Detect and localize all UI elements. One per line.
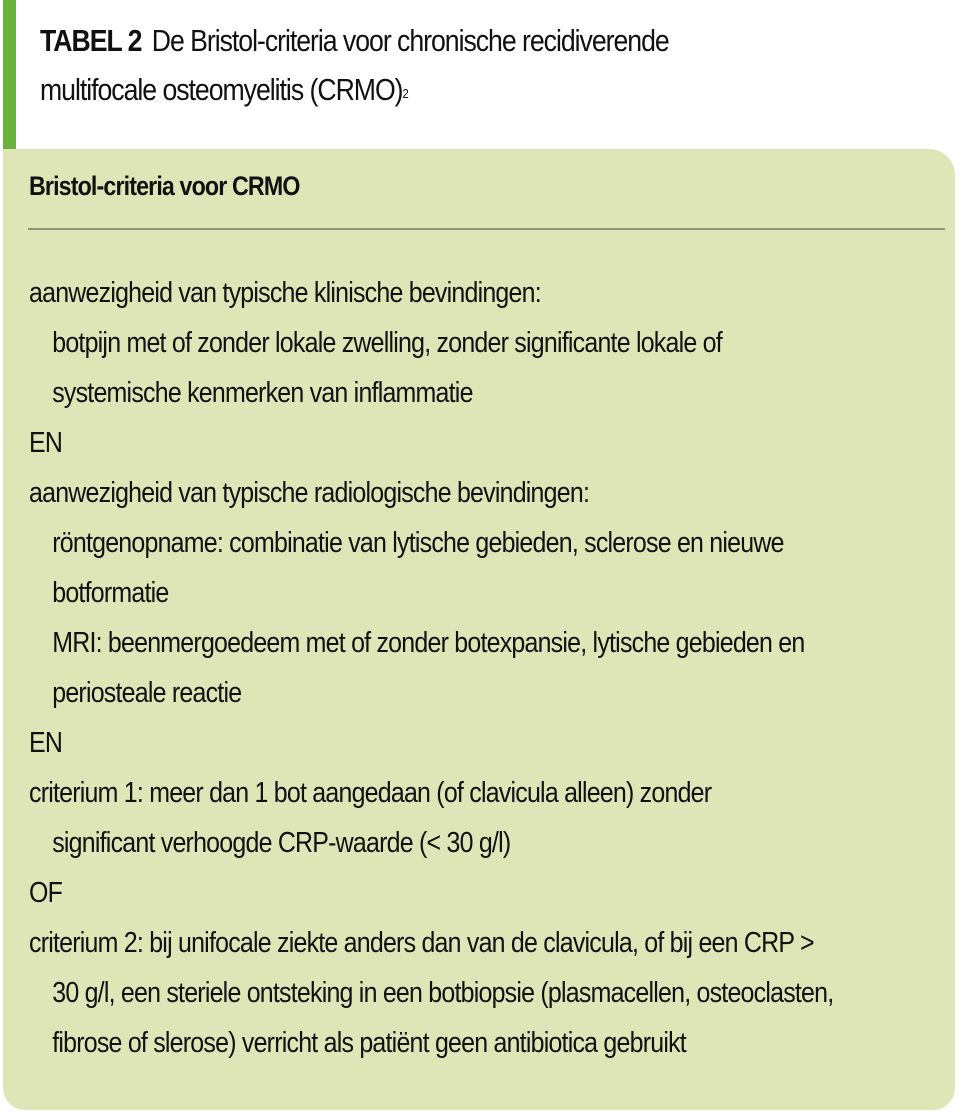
table-caption [40, 16, 917, 114]
reference-number: 2 [402, 86, 408, 101]
criteria-line: aanwezigheid van typische radiologische bevindingen: [29, 477, 590, 509]
criteria-subline: systemische kenmerken van inflammatie [52, 377, 473, 409]
criteria-subline: röntgenopname: combinatie van lytische gebieden, sclerose en nieuwe [52, 527, 784, 559]
criteria-subline: fibrose of slerose) verricht als patiënt geen antibiotica gebruikt [52, 1027, 686, 1059]
criteria-line: criterium 2: bij unifocale ziekte anders dan van de clavicula, of bij een CRP > [29, 927, 814, 959]
caption-line-2 [40, 65, 917, 114]
criteria-subline: periosteale reactie [52, 677, 242, 709]
heading-divider [28, 228, 945, 230]
criteria-subline: botpijn met of zonder lokale zwelling, zonder significante lokale of [52, 327, 722, 359]
panel-heading: Bristol-criteria voor CRMO [29, 171, 300, 201]
criteria-subline: 30 g/l, een steriele ontsteking in een botbiopsie (plasmacellen, osteoclasten, [52, 977, 834, 1009]
accent-bar [3, 0, 16, 149]
criteria-line: aanwezigheid van typische klinische bevindingen: [29, 277, 541, 309]
caption-title-line-1: De Bristol-criteria voor chronische recidiverende [151, 23, 669, 58]
criteria-panel [3, 149, 955, 1110]
criteria-line: EN [29, 727, 63, 759]
criteria-subline: botformatie [52, 577, 169, 609]
caption-title-line-2: multifocale osteomyelitis (CRMO) [40, 72, 403, 107]
criteria-list [29, 268, 958, 1068]
criteria-subline: significant verhoogde CRP-waarde (< 30 g/l) [52, 827, 511, 859]
criteria-line: criterium 1: meer dan 1 bot aangedaan (of clavicula alleen) zonder [29, 777, 712, 809]
table-label: TABEL 2 [40, 23, 142, 58]
criteria-subline: MRI: beenmergoedeem met of zonder botexpansie, lytische gebieden en [52, 627, 805, 659]
criteria-line: EN [29, 427, 63, 459]
caption-line-1 [40, 16, 917, 65]
criteria-line: OF [29, 877, 63, 909]
